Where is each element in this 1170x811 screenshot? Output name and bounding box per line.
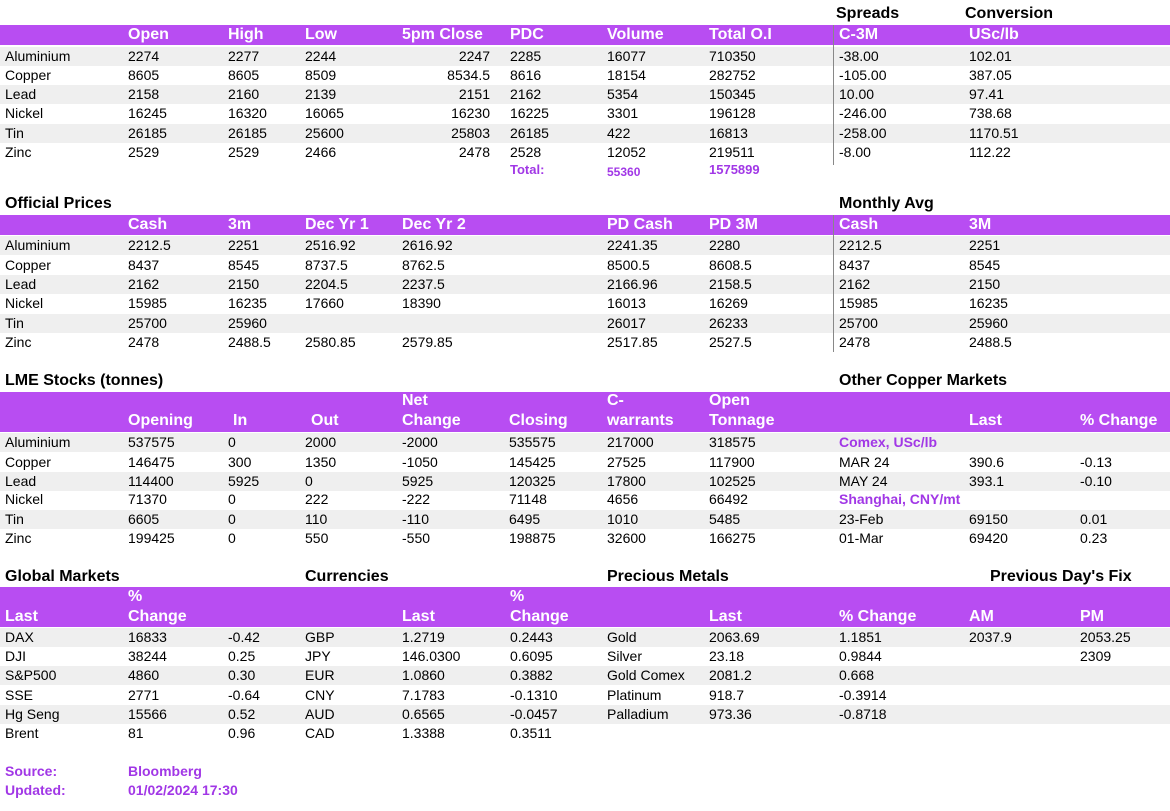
official-cell: 2580.85	[305, 334, 356, 350]
conversion-label: Conversion	[965, 5, 1054, 22]
index-change: 0.96	[228, 725, 256, 741]
copper-last: 393.1	[969, 473, 1005, 489]
precious-change: 0.9844	[839, 648, 882, 664]
market-cell: 8616	[510, 67, 542, 83]
metal-name: Zinc	[5, 144, 32, 160]
currency-change: -0.0457	[510, 706, 558, 722]
market-cell: 16230	[451, 105, 490, 121]
metal-name: Aluminium	[5, 434, 71, 450]
market-cell: 97.41	[969, 86, 1005, 102]
index-name: Hg Seng	[5, 706, 60, 722]
stocks-cell: 27525	[607, 454, 646, 470]
index-name: DAX	[5, 629, 34, 645]
index-name: Brent	[5, 725, 39, 741]
market-cell: 150345	[709, 86, 756, 102]
official-cell: 2162	[839, 276, 871, 292]
currency-last: 1.0860	[402, 667, 445, 683]
stocks-cell: 17800	[607, 473, 646, 489]
metal-name: Copper	[5, 257, 51, 273]
copper-change: -0.10	[1080, 473, 1112, 489]
currency-name: CNY	[305, 687, 335, 703]
fix-pm: 2309	[1080, 648, 1112, 664]
currency-header-pct: Change	[510, 608, 569, 625]
index-name: S&P500	[5, 667, 57, 683]
fix-header-pm: PM	[1080, 608, 1104, 625]
metal-name: Zinc	[5, 334, 32, 350]
market-cell: 8509	[305, 67, 337, 83]
stocks-cell: 2000	[305, 434, 337, 450]
market-cell: 2244	[305, 48, 337, 64]
precious-last: 2063.69	[709, 629, 760, 645]
copper-last: 390.6	[969, 454, 1005, 470]
index-last: 2771	[128, 687, 160, 703]
index-name: SSE	[5, 687, 34, 703]
market-cell: 2247	[458, 48, 490, 64]
official-cell: 2162	[128, 276, 160, 292]
stocks-cell: 32600	[607, 530, 646, 546]
market-cell: 2528	[510, 144, 542, 160]
market-cell: 2162	[510, 86, 542, 102]
market-cell: 8605	[128, 67, 160, 83]
official-cell: 8762.5	[402, 257, 445, 273]
market-cell: 2274	[128, 48, 160, 64]
market-cell: -258.00	[839, 125, 887, 141]
market-cell: -8.00	[839, 144, 871, 160]
precious-change: -0.3914	[839, 687, 887, 703]
currency-change: 0.3882	[510, 667, 553, 683]
stocks-col-header-net: Net	[402, 392, 428, 409]
updated-value: 01/02/2024 17:30	[128, 782, 238, 798]
official-cell: 8737.5	[305, 257, 348, 273]
currency-change: 0.2443	[510, 629, 553, 645]
market-cell: 282752	[709, 67, 756, 83]
global-header-last: Last	[5, 608, 38, 625]
source-label: Source:	[5, 763, 58, 779]
market-cell: 738.68	[969, 105, 1012, 121]
official-cell: 8437	[839, 257, 871, 273]
stocks-cell: -2000	[402, 434, 438, 450]
stocks-cell: -550	[402, 530, 431, 546]
copper-contract: MAR 24	[839, 454, 890, 470]
stocks-cell: 4656	[607, 491, 639, 507]
currency-name: AUD	[305, 706, 335, 722]
official-cell: 8437	[128, 257, 160, 273]
total-label: Total:	[510, 162, 545, 177]
global-header-pct: %	[128, 588, 143, 605]
stocks-cell: 5485	[709, 511, 741, 527]
copper-change: -0.13	[1080, 454, 1112, 470]
stocks-col-header-net: Change	[402, 412, 461, 429]
official-cell: 2251	[969, 237, 1001, 253]
official-col-header: Cash	[128, 216, 168, 233]
stocks-cell: 114400	[128, 473, 174, 489]
stocks-cell: 71148	[509, 491, 547, 507]
metal-name: Lead	[5, 86, 37, 102]
market-cell: 2285	[510, 48, 542, 64]
stocks-col-header: Closing	[509, 412, 568, 429]
stocks-cell: 222	[305, 491, 329, 507]
stocks-col-header-cw: C-	[607, 392, 624, 409]
stocks-cell: 6495	[509, 511, 541, 527]
official-separator	[833, 215, 834, 352]
total-open-interest: 1575899	[709, 162, 760, 177]
precious-last: 918.7	[709, 687, 745, 703]
metal-name: Aluminium	[5, 237, 71, 253]
official-cell: 15985	[128, 295, 167, 311]
official-cell: 2579.85	[402, 334, 453, 350]
official-cell: 16235	[969, 295, 1008, 311]
index-last: 15566	[128, 706, 167, 722]
stocks-row-shade	[0, 433, 1170, 452]
official-cell: 2204.5	[305, 276, 348, 292]
market-cell: 2529	[128, 144, 160, 160]
currency-change: -0.1310	[510, 687, 558, 703]
market-cell: 2160	[228, 86, 260, 102]
official-col-header: Dec Yr 1	[305, 216, 369, 233]
precious-name: Gold Comex	[607, 667, 685, 683]
stocks-cell: 1010	[607, 511, 639, 527]
index-change: 0.52	[228, 706, 256, 722]
stocks-cell: 71370	[128, 491, 167, 507]
market-cell: 8534.5	[447, 67, 490, 83]
precious-header-change: % Change	[839, 608, 917, 625]
stocks-cell: 318575	[709, 434, 756, 450]
stocks-cell: 66492	[709, 491, 748, 507]
stocks-cell: 0	[228, 491, 236, 507]
precious-last: 23.18	[709, 648, 745, 664]
official-cell: 8545	[969, 257, 1001, 273]
precious-change: 0.668	[839, 667, 875, 683]
stocks-cell: 535575	[509, 434, 556, 450]
copper-contract: 23-Feb	[839, 511, 884, 527]
copper-change: 0.23	[1080, 530, 1108, 546]
stocks-col-header-cw: warrants	[607, 412, 674, 429]
market-cell: 112.22	[969, 144, 1011, 160]
market-cell: 25803	[451, 125, 490, 141]
index-last: 16833	[128, 629, 167, 645]
currency-last: 7.1783	[402, 687, 445, 703]
metal-name: Aluminium	[5, 48, 71, 64]
currencies-title: Currencies	[305, 568, 389, 585]
official-cell: 2166.96	[607, 276, 658, 292]
metal-name: Copper	[5, 67, 51, 83]
official-cell: 2212.5	[839, 237, 882, 253]
stocks-cell: 300	[228, 454, 252, 470]
bottom-row-shade	[0, 705, 1170, 724]
official-cell: 25700	[839, 315, 878, 331]
official-cell: 2150	[969, 276, 1001, 292]
official-cell: 2516.92	[305, 237, 356, 253]
stocks-col-header: In	[233, 412, 248, 429]
precious-last: 973.36	[709, 706, 752, 722]
market-col-header: Low	[305, 26, 337, 43]
official-cell: 2150	[228, 276, 260, 292]
copper-change: 0.01	[1080, 511, 1108, 527]
stocks-cell: 550	[305, 530, 329, 546]
stocks-cell: 120325	[509, 473, 556, 489]
stocks-col-header-ot: Open	[709, 392, 750, 409]
market-cell: 26185	[128, 125, 167, 141]
currency-name: JPY	[305, 648, 331, 664]
index-name: DJI	[5, 648, 26, 664]
official-header-band	[0, 215, 1170, 235]
market-col-header: Volume	[607, 26, 664, 43]
index-change: 0.30	[228, 667, 256, 683]
stocks-cell: 0	[305, 473, 313, 489]
index-change: 0.25	[228, 648, 256, 664]
market-cell: 219511	[709, 144, 755, 160]
stocks-cell: 0	[228, 434, 236, 450]
metal-name: Zinc	[5, 530, 32, 546]
monthly-avg-title: Monthly Avg	[839, 195, 934, 212]
currency-name: CAD	[305, 725, 335, 741]
spreads-label: Spreads	[836, 5, 900, 22]
index-change: -0.64	[228, 687, 260, 703]
stocks-cell: 199425	[128, 530, 175, 546]
currency-header-last: Last	[402, 608, 435, 625]
official-cell: 2212.5	[128, 237, 171, 253]
official-cell: 2527.5	[709, 334, 752, 350]
official-cell: 16269	[709, 295, 748, 311]
official-col-header: Dec Yr 2	[402, 216, 466, 233]
market-cell: 16065	[305, 105, 344, 121]
bottom-row-shade	[0, 666, 1170, 685]
market-cell: 2277	[228, 48, 260, 64]
market-separator	[833, 25, 834, 165]
stocks-cell: 217000	[607, 434, 654, 450]
precious-name: Gold	[607, 629, 637, 645]
market-cell: 16077	[607, 48, 646, 64]
copper-last: 69420	[969, 530, 1008, 546]
official-cell: 8500.5	[607, 257, 650, 273]
comex-label: Comex, USc/lb	[839, 434, 938, 450]
metal-name: Nickel	[5, 295, 44, 311]
index-change: -0.42	[228, 629, 260, 645]
market-cell: 5354	[607, 86, 639, 102]
market-cell: 10.00	[839, 86, 875, 102]
index-last: 4860	[128, 667, 160, 683]
metal-name: Tin	[5, 511, 24, 527]
official-col-header: 3M	[969, 216, 992, 233]
official-cell: 26233	[709, 315, 748, 331]
official-cell: 18390	[402, 295, 441, 311]
metal-name: Nickel	[5, 105, 44, 121]
precious-name: Palladium	[607, 706, 669, 722]
official-cell: 25960	[969, 315, 1008, 331]
market-cell: 2158	[128, 86, 160, 102]
fix-am: 2037.9	[969, 629, 1012, 645]
precious-name: Platinum	[607, 687, 662, 703]
stocks-cell: 110	[305, 511, 328, 527]
currency-last: 1.2719	[402, 629, 445, 645]
copper-col-header-last: Last	[969, 412, 1002, 429]
official-cell: 16013	[607, 295, 646, 311]
official-cell: 16235	[228, 295, 267, 311]
market-col-header: High	[228, 26, 264, 43]
stocks-cell: -222	[402, 491, 431, 507]
official-cell: 2237.5	[402, 276, 445, 292]
fix-pm: 2053.25	[1080, 629, 1131, 645]
official-cell: 25960	[228, 315, 267, 331]
metal-name: Lead	[5, 276, 37, 292]
official-prices-title: Official Prices	[5, 195, 112, 212]
market-cell: 710350	[709, 48, 756, 64]
market-cell: 25600	[305, 125, 344, 141]
market-cell: 26185	[228, 125, 267, 141]
updated-label: Updated:	[5, 782, 66, 798]
market-col-header: 5pm Close	[402, 26, 483, 43]
market-cell: 8605	[228, 67, 260, 83]
official-cell: 8545	[228, 257, 260, 273]
metal-name: Tin	[5, 315, 24, 331]
stocks-col-header-ot: Tonnage	[709, 412, 775, 429]
market-cell: 16225	[510, 105, 549, 121]
official-col-header: Cash	[839, 216, 879, 233]
precious-change: -0.8718	[839, 706, 887, 722]
official-cell: 8608.5	[709, 257, 752, 273]
market-cell: 196128	[709, 105, 756, 121]
total-volume: 55360	[607, 165, 641, 179]
copper-contract: 01-Mar	[839, 530, 884, 546]
official-col-header: 3m	[228, 216, 252, 233]
market-cell: -38.00	[839, 48, 879, 64]
market-col-header: Total O.I	[709, 26, 772, 43]
market-cell: 16320	[228, 105, 267, 121]
stocks-cell: 1350	[305, 454, 337, 470]
official-cell: 2251	[228, 237, 260, 253]
metal-name: Copper	[5, 454, 51, 470]
copper-last: 69150	[969, 511, 1008, 527]
stocks-cell: 166275	[709, 530, 756, 546]
copper-contract: MAY 24	[839, 473, 888, 489]
metal-name: Tin	[5, 125, 24, 141]
market-cell: 2478	[458, 144, 490, 160]
stocks-cell: 0	[228, 511, 236, 527]
stocks-cell: 198875	[509, 530, 556, 546]
market-cell: 16813	[709, 125, 748, 141]
global-header-pct: Change	[128, 608, 187, 625]
market-cell: 12052	[607, 144, 646, 160]
market-cell: 18154	[607, 67, 646, 83]
official-cell: 2241.35	[607, 237, 658, 253]
currency-header-pct: %	[510, 588, 525, 605]
market-cell: 2151	[458, 86, 490, 102]
stocks-cell: 6605	[128, 511, 160, 527]
stocks-cell: -1050	[402, 454, 438, 470]
stocks-cell: 102525	[709, 473, 756, 489]
official-cell: 2478	[128, 334, 160, 350]
stocks-cell: 5925	[228, 473, 260, 489]
market-cell: 26185	[510, 125, 549, 141]
market-cell: 422	[607, 125, 631, 141]
currency-change: 0.6095	[510, 648, 553, 664]
stocks-cell: 0	[228, 530, 236, 546]
precious-last: 2081.2	[709, 667, 752, 683]
market-cell: 16245	[128, 105, 167, 121]
market-cell: 387.05	[969, 67, 1012, 83]
precious-name: Silver	[607, 648, 643, 664]
market-cell: -105.00	[839, 67, 887, 83]
stocks-cell: -110	[402, 511, 429, 527]
fix-header-am: AM	[969, 608, 994, 625]
official-cell: 25700	[128, 315, 167, 331]
market-col-header: USc/lb	[969, 26, 1019, 43]
shanghai-label: Shanghai, CNY/mt	[839, 491, 961, 507]
global-markets-title: Global Markets	[5, 568, 120, 585]
metal-name: Nickel	[5, 491, 44, 507]
currency-last: 0.6565	[402, 706, 445, 722]
market-cell: 2466	[305, 144, 337, 160]
metal-name: Lead	[5, 473, 37, 489]
currency-name: EUR	[305, 667, 335, 683]
index-last: 38244	[128, 648, 167, 664]
stocks-cell: 117900	[709, 454, 755, 470]
stocks-cell: 537575	[128, 434, 175, 450]
official-cell: 2158.5	[709, 276, 752, 292]
official-cell: 2488.5	[969, 334, 1012, 350]
copper-col-header-change: % Change	[1080, 412, 1158, 429]
official-cell: 26017	[607, 315, 646, 331]
lme-stocks-title: LME Stocks (tonnes)	[5, 372, 164, 389]
market-col-header: C-3M	[839, 26, 879, 43]
market-cell: 2139	[305, 86, 337, 102]
official-cell: 2280	[709, 237, 741, 253]
market-cell: 2529	[228, 144, 260, 160]
market-cell: 102.01	[969, 48, 1012, 64]
market-cell: 3301	[607, 105, 639, 121]
official-cell: 2517.85	[607, 334, 658, 350]
currency-name: GBP	[305, 629, 335, 645]
currency-change: 0.3511	[510, 725, 552, 741]
stocks-col-header: Out	[311, 412, 339, 429]
official-cell: 2616.92	[402, 237, 453, 253]
precious-header-last: Last	[709, 608, 742, 625]
source-value: Bloomberg	[128, 763, 202, 779]
other-copper-title: Other Copper Markets	[839, 372, 1008, 389]
official-col-header: PD 3M	[709, 216, 758, 233]
official-col-header: PD Cash	[607, 216, 673, 233]
market-cell: 1170.51	[969, 125, 1019, 141]
stocks-cell: 146475	[128, 454, 175, 470]
precious-change: 1.1851	[839, 629, 882, 645]
market-cell: -246.00	[839, 105, 887, 121]
stocks-cell: 145425	[509, 454, 556, 470]
official-cell: 15985	[839, 295, 878, 311]
previous-fix-title: Previous Day's Fix	[990, 568, 1132, 585]
official-cell: 17660	[305, 295, 344, 311]
precious-metals-title: Precious Metals	[607, 568, 729, 585]
currency-last: 1.3388	[402, 725, 445, 741]
currency-last: 146.0300	[402, 648, 461, 664]
market-col-header: PDC	[510, 26, 544, 43]
official-cell: 2488.5	[228, 334, 271, 350]
stocks-cell: 5925	[402, 473, 434, 489]
index-last: 81	[128, 725, 144, 741]
market-col-header: Open	[128, 26, 169, 43]
official-cell: 2478	[839, 334, 871, 350]
stocks-col-header: Opening	[128, 412, 193, 429]
